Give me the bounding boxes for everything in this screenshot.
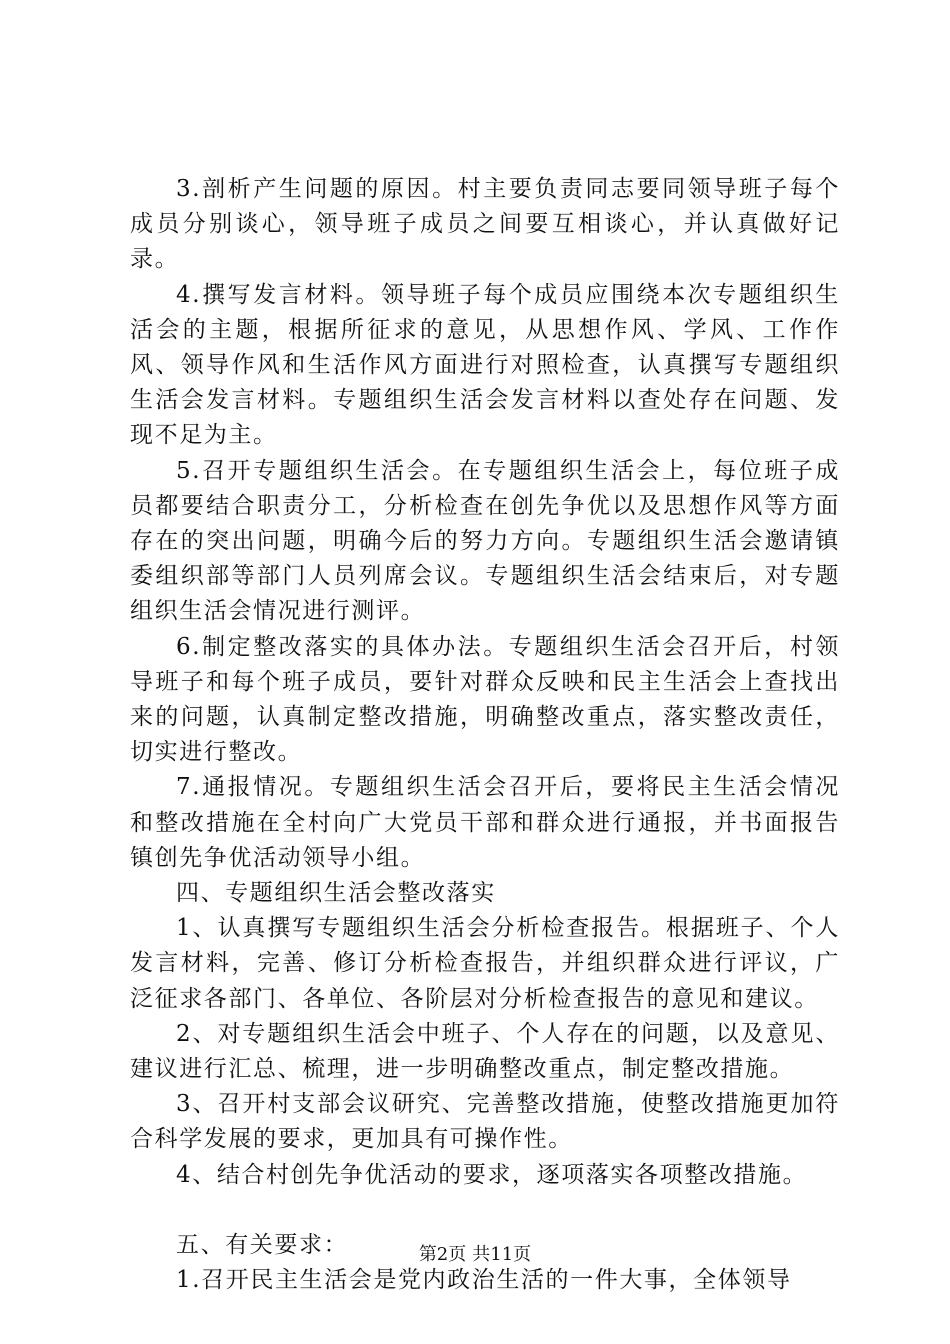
paragraph-step-7: 7.通报情况。专题组织生活会召开后，要将民主生活会情况和整改措施在全村向广大党员干部和群众进行通报，并书面报告镇创先争优活动领导小组。 [130,774,840,871]
paragraph-rectify-2: 2、对专题组织生活会中班子、个人存在的问题，以及意见、建议进行汇总、梳理，进一步明确整改重点，制定整改措施。 [130,1020,840,1083]
section-heading-4: 四、专题组织生活会整改落实 [176,880,496,907]
paragraph-requirement-1: 1.召开民主生活会是党内政治生活的一件大事，全体领导 [176,1267,792,1294]
paragraph-step-6: 6.制定整改落实的具体办法。专题组织生活会召开后，村领导班子和每个班子成员，要针对群众反映和民主生活会上查找出来的问题，认真制定整改措施，明确整改重点，落实整改责任，切实进行整改。 [130,633,840,766]
paragraph-rectify-4: 4、结合村创先争优活动的要求，逐项落实各项整改措施。 [176,1161,808,1188]
paragraph-step-5: 5.召开专题组织生活会。在专题组织生活会上，每位班子成员都要结合职责分工，分析检查在创先争优以及思想作风等方面存在的突出问题，明确今后的努力方向。专题组织生活会邀请镇委组织部等部门人员列席会议。专题组织生活会结束后，对专题组织生活会情况进行测评。 [130,457,840,625]
page-footer [0,1240,950,1266]
document-body [130,172,840,1298]
page-number: 第2页 [418,1244,467,1265]
paragraph-rectify-3: 3、召开村支部会议研究、完善整改措施，使整改措施更加符合科学发展的要求，更加具有可操作性。 [130,1091,840,1153]
paragraph-rectify-1: 1、认真撰写专题组织生活会分析检查报告。根据班子、个人发言材料，完善、修订分析检查报告，并组织群众进行评议，广泛征求各部门、各单位、各阶层对分析检查报告的意见和建议。 [130,915,840,1012]
section-heading-5: 五、有关要求： [176,1232,349,1259]
paragraph-step-3: 3.剖析产生问题的原因。村主要负责同志要同领导班子每个成员分别谈心，领导班子成员之间要互相谈心，并认真做好记录。 [130,176,840,273]
page-total: 共11页 [472,1244,532,1265]
paragraph-step-4: 4.撰写发言材料。领导班子每个成员应围绕本次专题组织生活会的主题，根据所征求的意见，从思想作风、学风、工作作风、领导作风和生活作风方面进行对照检查，认真撰写专题组织生活会发言材料。专题组织生活会发言材料以查处存在问题、发现不足为主。 [130,281,840,449]
